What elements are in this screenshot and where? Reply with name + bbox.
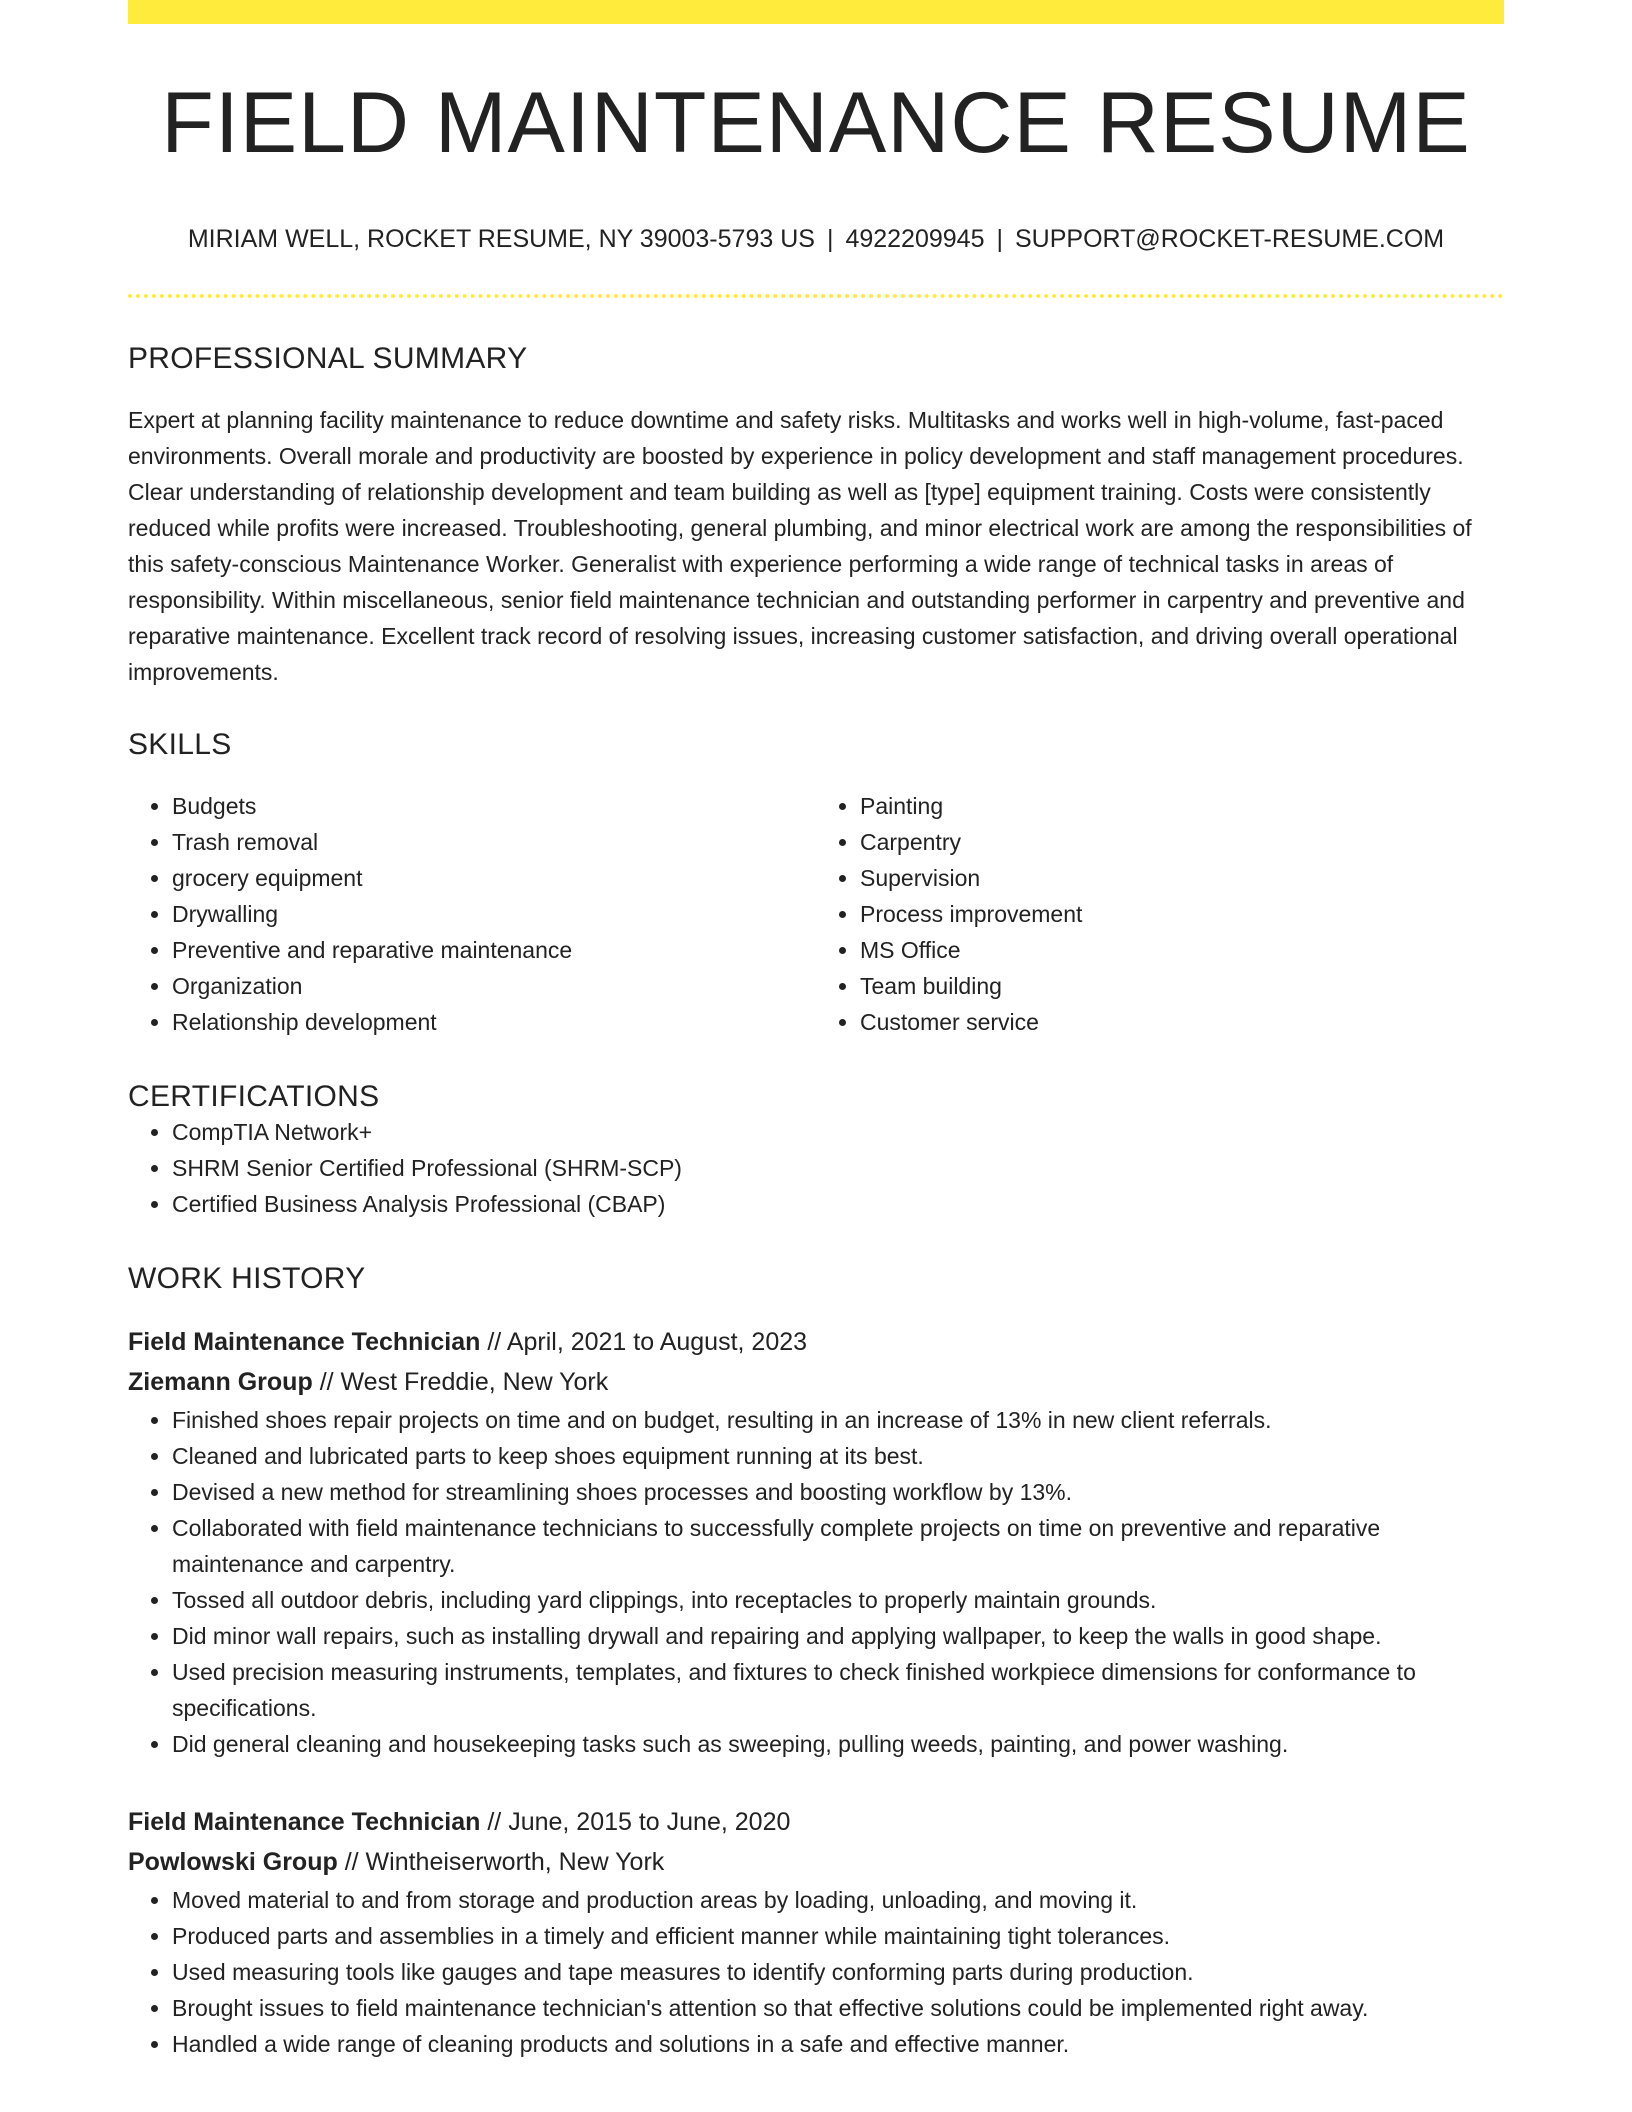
job-company: Powlowski Group — [128, 1848, 338, 1876]
summary-heading: PROFESSIONAL SUMMARY — [128, 342, 528, 375]
job-bullet: • Tossed all outdoor debris, including yard clippings, into receptacles to properly maintain grounds. — [172, 1582, 1504, 1618]
skills-heading: SKILLS — [128, 728, 232, 761]
job-bullet: • Brought issues to field maintenance technician's attention so that effective solutions could be implemented right away. — [172, 1990, 1504, 2026]
skill-item: • Relationship development — [172, 1004, 816, 1040]
accent-bar — [128, 0, 1504, 24]
job-title: Field Maintenance Technician — [128, 1808, 481, 1836]
job-entry — [128, 1802, 1504, 2062]
dotted-divider — [128, 294, 1504, 298]
job-bullet: • Did minor wall repairs, such as installing drywall and repairing and applying wallpaper, to keep the walls in good shape. — [172, 1618, 1504, 1654]
job-entry — [128, 1322, 1504, 1762]
contact-separator: | — [996, 225, 1003, 253]
job-title-line — [128, 1322, 1504, 1362]
job-title-line — [128, 1802, 1504, 1842]
job-bullet: • Used precision measuring instruments, templates, and fixtures to check finished workpiece dimensions for conformance to specifications. — [172, 1654, 1504, 1726]
skills-list-left — [128, 788, 816, 1040]
job-company: Ziemann Group — [128, 1368, 313, 1396]
contact-separator: | — [826, 225, 834, 253]
job-dates: // April, 2021 to August, 2023 — [487, 1328, 808, 1356]
certification-item: • Certified Business Analysis Professional (CBAP) — [172, 1186, 1504, 1222]
job-bullet: • Finished shoes repair projects on time and on budget, resulting in an increase of 13% in new client referrals. — [172, 1402, 1504, 1438]
skill-item: • Budgets — [172, 788, 816, 824]
certifications-list — [128, 1114, 1504, 1222]
job-dates: // June, 2015 to June, 2020 — [487, 1808, 791, 1836]
contact-address: MIRIAM WELL, ROCKET RESUME, NY 39003-5793 US — [187, 225, 815, 253]
job-bullet: • Used measuring tools like gauges and tape measures to identify conforming parts during production. — [172, 1954, 1504, 1990]
skill-item: • Drywalling — [172, 896, 816, 932]
skill-item: • Process improvement — [860, 896, 1504, 932]
contact-email[interactable]: SUPPORT@ROCKET-RESUME.COM — [1014, 225, 1445, 253]
job-bullet: • Handled a wide range of cleaning products and solutions in a safe and effective manner. — [172, 2026, 1504, 2062]
skills-list-right — [816, 788, 1504, 1040]
skill-item: • Trash removal — [172, 824, 816, 860]
certification-item: • CompTIA Network+ — [172, 1114, 1504, 1150]
job-bullet: • Devised a new method for streamlining shoes processes and boosting workflow by 13%. — [172, 1474, 1504, 1510]
job-bullet: • Collaborated with field maintenance technicians to successfully complete projects on time on preventive and reparative maintenance and carpentry. — [172, 1510, 1504, 1582]
job-title: Field Maintenance Technician — [128, 1328, 481, 1356]
skill-item: • grocery equipment — [172, 860, 816, 896]
job-bullets — [128, 1402, 1504, 1762]
skill-item: • MS Office — [860, 932, 1504, 968]
skill-item: • Preventive and reparative maintenance — [172, 932, 816, 968]
job-bullets — [128, 1882, 1504, 2062]
skill-item: • Painting — [860, 788, 1504, 824]
certification-item: • SHRM Senior Certified Professional (SHRM-SCP) — [172, 1150, 1504, 1186]
contact-phone: 4922209945 — [845, 225, 985, 253]
resume-page — [128, 0, 1504, 2062]
job-company-line — [128, 1842, 1504, 1882]
summary-text: Expert at planning facility maintenance to reduce downtime and safety risks. Multitasks and works well in high-volume, fast-paced environments. Overall morale and productivity are boosted by experience in policy development and staff management procedures. Clear understanding of relationship development and team building as well as [type] equipment training. Costs were consistently reduced while profits were increased. Troubleshooting, general plumbing, and minor electrical work are among the responsibilities of this safety-conscious Maintenance Worker. Generalist with experience performing a wide range of technical tasks in areas of responsibility. Within miscellaneous, senior field maintenance technician and outstanding performer in carpentry and preventive and reparative maintenance. Excellent track record of resolving issues, increasing customer satisfaction, and driving overall operational improvements. — [128, 407, 1472, 685]
job-bullet: • Moved material to and from storage and production areas by loading, unloading, and moving it. — [172, 1882, 1504, 1918]
job-location: // West Freddie, New York — [319, 1368, 609, 1396]
job-bullet: • Cleaned and lubricated parts to keep shoes equipment running at its best. — [172, 1438, 1504, 1474]
skill-item: • Carpentry — [860, 824, 1504, 860]
skill-item: • Team building — [860, 968, 1504, 1004]
skill-item: • Supervision — [860, 860, 1504, 896]
job-location: // Wintheiserworth, New York — [344, 1848, 665, 1876]
work-history-heading: WORK HISTORY — [128, 1262, 366, 1295]
job-bullet: • Did general cleaning and housekeeping tasks such as sweeping, pulling weeds, painting, and power washing. — [172, 1726, 1504, 1762]
skills-grid — [128, 788, 1504, 1040]
skill-item: • Organization — [172, 968, 816, 1004]
skill-item: • Customer service — [860, 1004, 1504, 1040]
job-company-line — [128, 1362, 1504, 1402]
certifications-heading: CERTIFICATIONS — [128, 1080, 380, 1113]
contact-line — [128, 224, 1504, 254]
resume-title: FIELD MAINTENANCE RESUME — [161, 75, 1471, 171]
job-bullet: • Produced parts and assemblies in a timely and efficient manner while maintaining tight tolerances. — [172, 1918, 1504, 1954]
